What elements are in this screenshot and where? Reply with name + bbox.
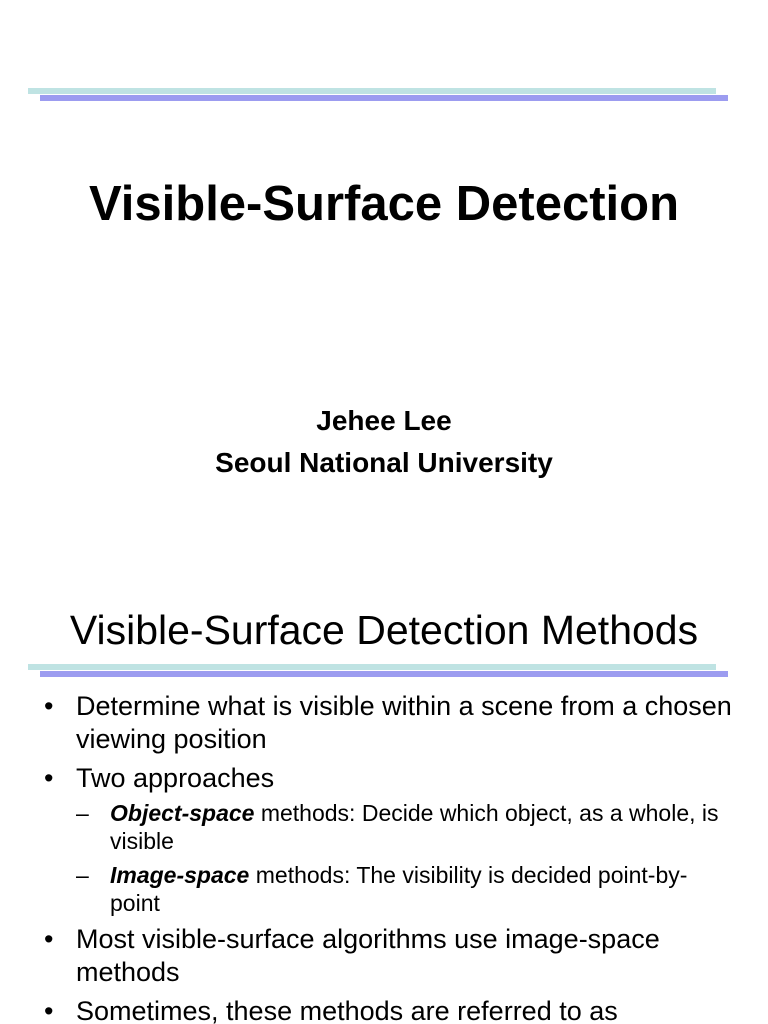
bullet-item [44, 762, 734, 917]
sub-mark: – [76, 862, 89, 888]
slide-methods-heading: Visible-Surface Detection Methods [69, 607, 699, 653]
bullet-mark: • [44, 763, 54, 793]
bullet-text: Most visible-surface algorithms use image-space methods [76, 924, 660, 987]
bullet-list [44, 690, 734, 1024]
header-rule-light [28, 88, 716, 94]
bullet-text: Two approaches [76, 763, 275, 793]
bullet-item [44, 923, 734, 989]
slide-title-heading: Visible-Surface Detection [88, 177, 679, 231]
header-rule-dark [40, 95, 728, 101]
bullet-mark: • [44, 996, 54, 1024]
slide-methods [0, 576, 768, 1024]
sub-term: Image-space [110, 862, 250, 888]
sub-mark: – [76, 800, 89, 826]
header-rule-light [28, 664, 716, 670]
sub-text: methods: Decide which object, as a whole, is visible [110, 800, 719, 854]
bullet-item [44, 690, 734, 756]
bullet-item [44, 995, 734, 1024]
sub-list [76, 799, 734, 917]
sub-text: methods: The visibility is decided point-by-point [110, 862, 688, 916]
sub-item [76, 799, 734, 855]
sub-item [76, 861, 734, 917]
header-rule-dark [40, 671, 728, 677]
bullet-mark: • [44, 691, 54, 721]
sub-term: Object-space [110, 800, 255, 826]
author-affiliation: Seoul National University [215, 447, 553, 478]
bullet-text: Sometimes, these methods are referred to as [76, 996, 618, 1024]
author-name: Jehee Lee [316, 405, 452, 436]
bullet-text: Determine what is visible within a scene from a chosen viewing position [76, 691, 732, 754]
bullet-mark: • [44, 924, 54, 954]
author-block [0, 400, 768, 484]
